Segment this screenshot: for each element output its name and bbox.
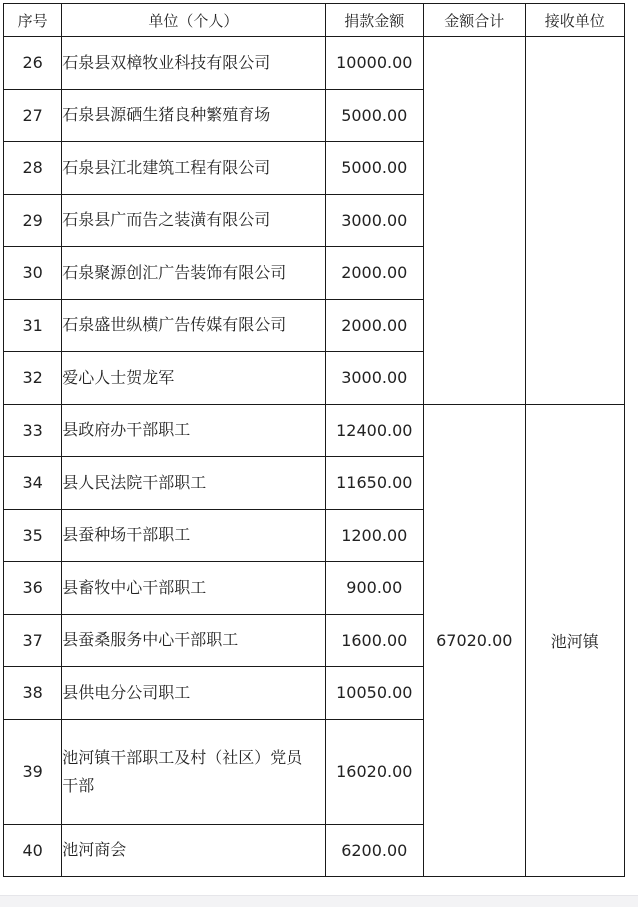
row-seq: 33 [4, 404, 62, 457]
row-unit: 县蚕种场干部职工 [62, 509, 325, 562]
row-seq: 35 [4, 509, 62, 562]
row-unit: 县人民法院干部职工 [62, 457, 325, 510]
row-unit: 石泉聚源创汇广告装饰有限公司 [62, 247, 325, 300]
row-amount: 10000.00 [325, 37, 423, 90]
row-amount: 1600.00 [325, 614, 423, 667]
row-seq: 37 [4, 614, 62, 667]
row-unit-line2: 干部 [62, 775, 95, 795]
row-amount: 5000.00 [325, 142, 423, 195]
row-amount: 10050.00 [325, 667, 423, 720]
row-amount: 900.00 [325, 562, 423, 615]
row-unit: 爱心人士贺龙军 [62, 352, 325, 405]
row-amount: 11650.00 [325, 457, 423, 510]
row-amount: 16020.00 [325, 719, 423, 824]
row-unit: 县蚕桑服务中心干部职工 [62, 614, 325, 667]
row-seq: 40 [4, 824, 62, 877]
bottom-scroll-strip [0, 895, 638, 907]
row-unit: 县畜牧中心干部职工 [62, 562, 325, 615]
header-total: 金额合计 [424, 4, 525, 37]
row-seq: 30 [4, 247, 62, 300]
table-header-row [4, 4, 625, 37]
row-seq: 31 [4, 299, 62, 352]
row-unit: 池河商会 [62, 824, 325, 877]
row-amount: 2000.00 [325, 247, 423, 300]
header-receiver: 接收单位 [525, 4, 625, 37]
row-seq: 36 [4, 562, 62, 615]
row-amount: 6200.00 [325, 824, 423, 877]
row-amount: 3000.00 [325, 352, 423, 405]
row-unit: 县供电分公司职工 [62, 667, 325, 720]
row-unit: 石泉县江北建筑工程有限公司 [62, 142, 325, 195]
group2-total: 67020.00 [424, 404, 525, 877]
row-seq: 39 [4, 719, 62, 824]
row-unit [62, 719, 325, 824]
row-unit-line1: 池河镇干部职工及村（社区）党员 [62, 747, 303, 767]
row-seq: 27 [4, 89, 62, 142]
row-seq: 38 [4, 667, 62, 720]
table-row [4, 37, 625, 90]
group1-total [424, 37, 525, 405]
table-row [4, 404, 625, 457]
header-unit: 单位（个人） [62, 4, 325, 37]
row-unit: 县政府办干部职工 [62, 404, 325, 457]
row-seq: 34 [4, 457, 62, 510]
row-seq: 26 [4, 37, 62, 90]
donation-table [3, 3, 625, 877]
row-amount: 5000.00 [325, 89, 423, 142]
row-unit: 石泉县双樟牧业科技有限公司 [62, 37, 325, 90]
group1-receiver [525, 37, 625, 405]
row-amount: 12400.00 [325, 404, 423, 457]
row-amount: 2000.00 [325, 299, 423, 352]
row-seq: 29 [4, 194, 62, 247]
row-amount: 1200.00 [325, 509, 423, 562]
row-unit: 石泉盛世纵横广告传媒有限公司 [62, 299, 325, 352]
header-seq: 序号 [4, 4, 62, 37]
header-amount: 捐款金额 [325, 4, 423, 37]
row-seq: 28 [4, 142, 62, 195]
row-amount: 3000.00 [325, 194, 423, 247]
row-unit: 石泉县广而告之装潢有限公司 [62, 194, 325, 247]
row-seq: 32 [4, 352, 62, 405]
group2-receiver: 池河镇 [525, 404, 625, 877]
row-unit: 石泉县源硒生猪良种繁殖育场 [62, 89, 325, 142]
